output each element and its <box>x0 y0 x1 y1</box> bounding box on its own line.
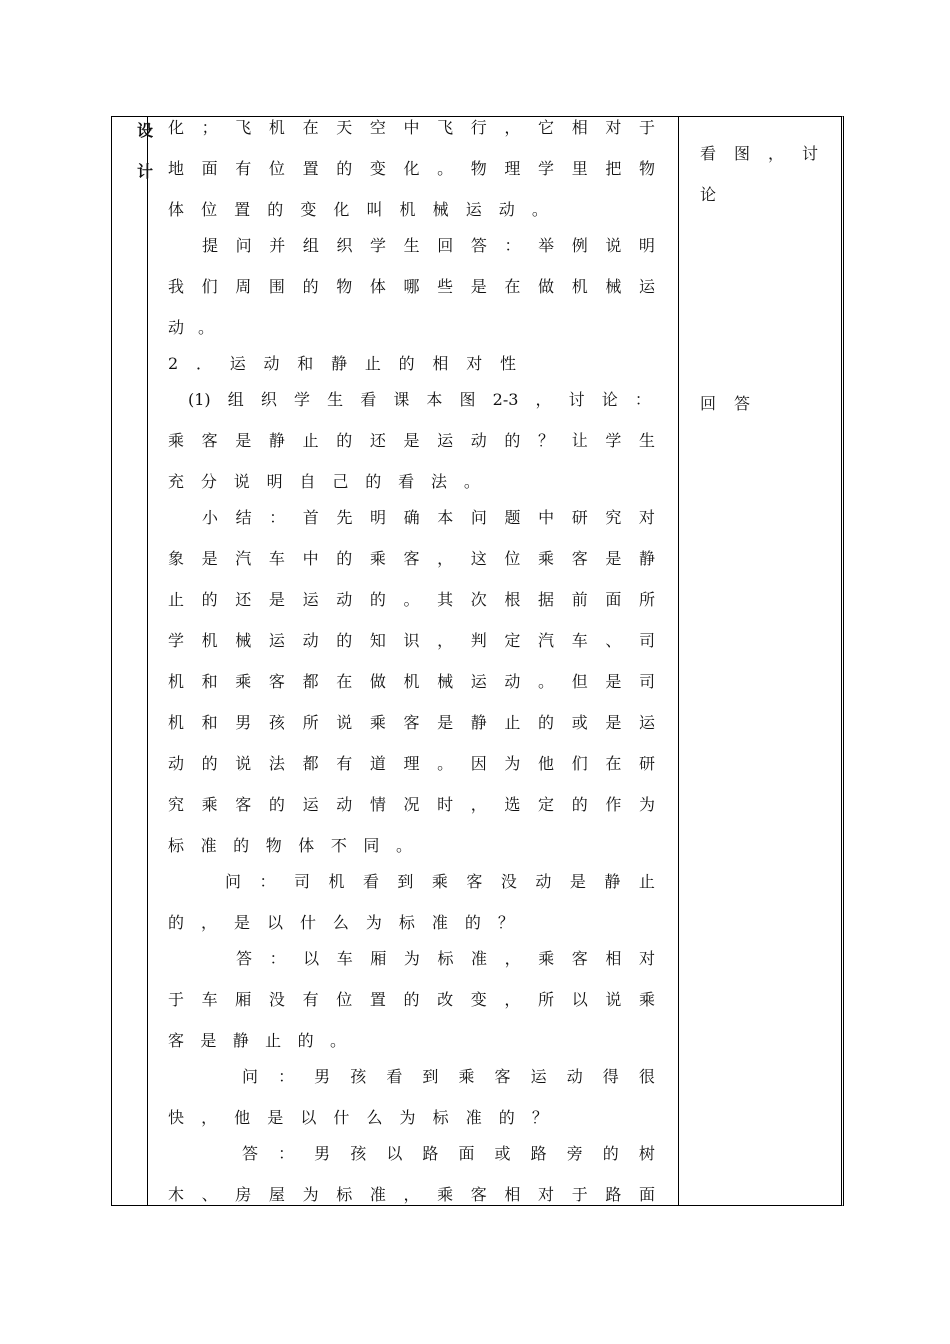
text-line: 体 位 置 的 变 化 叫 机 械 运 动 。 <box>168 200 548 219</box>
text-line: 小 结 ： 首 先 明 确 本 问 题 中 研 究 对 <box>202 508 655 527</box>
text-line: 答 ： 以 车 厢 为 标 准 ， 乘 客 相 对 <box>236 949 655 968</box>
text-line: 我 们 周 围 的 物 体 哪 些 是 在 做 机 械 运 <box>168 277 655 296</box>
text-line: 客 是 静 止 的 。 <box>168 1031 346 1050</box>
text-line: 的 ， 是 以 什 么 为 标 准 的 ？ <box>168 913 514 932</box>
section-label-char: 计 <box>136 162 153 181</box>
text-line: 象 是 汽 车 中 的 乘 客 ， 这 位 乘 客 是 静 <box>168 549 655 568</box>
text-line: 机 和 乘 客 都 在 做 机 械 运 动 。 但 是 司 <box>168 672 655 691</box>
text-line: 地 面 有 位 置 的 变 化 。 物 理 学 里 把 物 <box>168 159 655 178</box>
text-line: 止 的 还 是 运 动 的 。 其 次 根 据 前 面 所 <box>168 590 655 609</box>
text-line: 学 机 械 运 动 的 知 识 ， 判 定 汽 车 、 司 <box>168 631 655 650</box>
text-line: 乘 客 是 静 止 的 还 是 运 动 的 ？ 让 学 生 <box>168 431 655 450</box>
side-note-line: 论 <box>700 185 717 204</box>
text-line: 木 、 房 屋 为 标 准 ， 乘 客 相 对 于 路 面 <box>168 1185 655 1204</box>
text-line: 答 ： 男 孩 以 路 面 或 路 旁 的 树 <box>242 1144 655 1163</box>
text-line: 标 准 的 物 体 不 同 。 <box>168 836 412 855</box>
column-divider-left <box>147 117 148 1205</box>
text-line: 问 ： 男 孩 看 到 乘 客 运 动 得 很 <box>242 1067 655 1086</box>
text-line: 究 乘 客 的 运 动 情 况 时 ， 选 定 的 作 为 <box>168 795 655 814</box>
text-line: 提 问 并 组 织 学 生 回 答 ： 举 例 说 明 <box>202 236 655 255</box>
text-line: 充 分 说 明 自 己 的 看 法 。 <box>168 472 480 491</box>
text-line: 2 ． 运 动 和 静 止 的 相 对 性 <box>168 354 516 373</box>
text-line: 动 。 <box>168 318 214 337</box>
text-line: 于 车 厢 没 有 位 置 的 改 变 ， 所 以 说 乘 <box>168 990 655 1009</box>
section-label-char: 设 <box>136 121 153 140</box>
text-line: 动 的 说 法 都 有 道 理 。 因 为 他 们 在 研 <box>168 754 655 773</box>
text-line: 机 和 男 孩 所 说 乘 客 是 静 止 的 或 是 运 <box>168 713 655 732</box>
column-divider-right <box>678 117 679 1205</box>
text-line: 快 ， 他 是 以 什 么 为 标 准 的 ？ <box>168 1108 548 1127</box>
text-line: (1) 组 织 学 生 看 课 本 图 2-3 ， 讨 论 ： <box>188 390 651 409</box>
text-line: 问 ： 司 机 看 到 乘 客 没 动 是 静 止 <box>225 872 655 891</box>
text-line: 化 ； 飞 机 在 天 空 中 飞 行 ， 它 相 对 于 <box>168 118 655 137</box>
side-note-line: 回 答 <box>700 394 750 413</box>
side-note-line: 看 图 ， 讨 <box>700 144 818 163</box>
